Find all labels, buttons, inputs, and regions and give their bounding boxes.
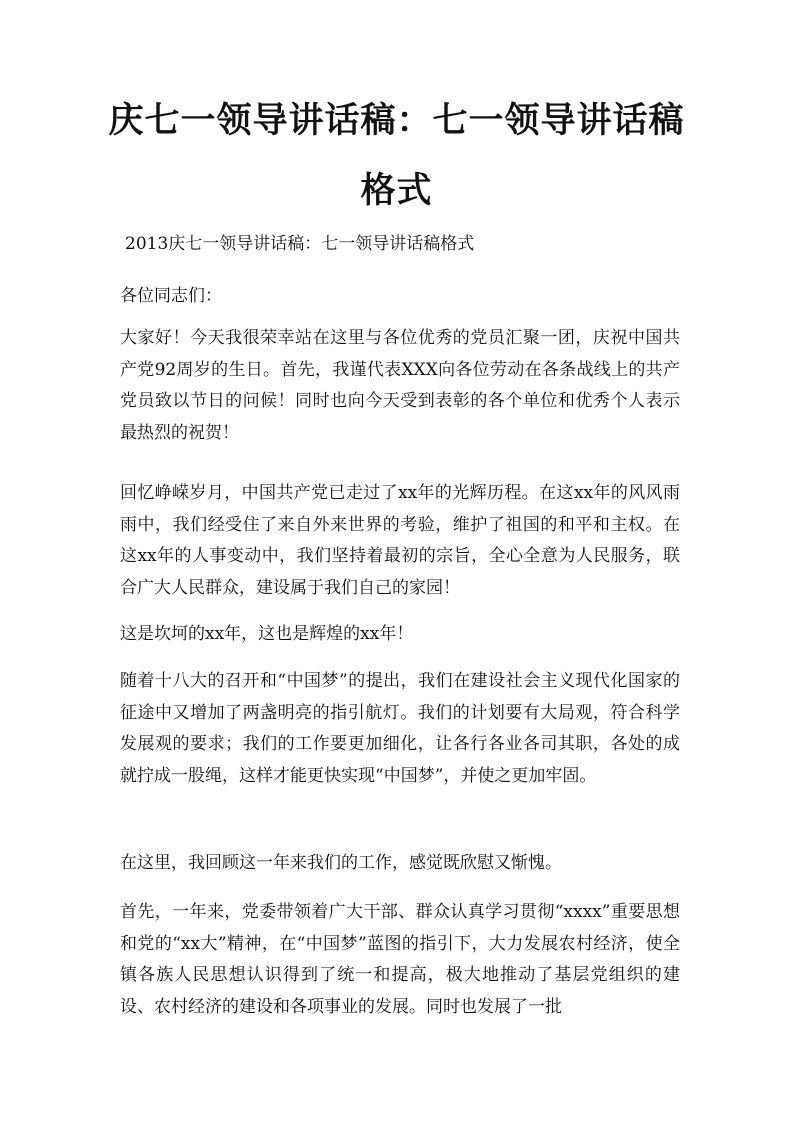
paragraph: 随着十八大的召开和“中国梦”的提出，我们在建设社会主义现代化国家的征途中又增加了两盏明亮的指引航灯。我们的计划要有大局观，符合科学发展观的要求；我们的工作要更加细化，让各行各业各司其职，各处的成就拧成一股绳，这样才能更快实现“中国梦”，并使之更加牢固。	[120, 671, 680, 786]
salutation: 各位同志们：	[120, 286, 222, 306]
paragraph: 大家好！今天我很荣幸站在这里与各位优秀的党员汇聚一团，庆祝中国共产党92周岁的生日。首先，我谨代表XXX向各位劳动在各条战线上的共产党员致以节日的问候！同时也向今天受到表彰的各个单位和优秀个人表示最热烈的祝贺！	[120, 328, 680, 443]
paragraph: 这是坎坷的xx年，这也是辉煌的xx年！	[120, 624, 414, 644]
paragraph: 首先，一年来，党委带领着广大干部、群众认真学习贯彻“xxxx”重要思想和党的“xx大”精神，在“中国梦”蓝图的指引下，大力发展农村经济，使全镇各族人民思想认识得到了统一和提高，极大地推动了基层党组织的建设、农村经济的建设和各项事业的发展。同时也发展了一批	[120, 902, 680, 1017]
paragraph: 回忆峥嵘岁月，中国共产党已走过了xx年的光辉历程。在这xx年的风风雨雨中，我们经受住了来自外来世界的考验，维护了祖国的和平和主权。在这xx年的人事变动中，我们坚持着最初的宗旨，全心全意为人民服务，联合广大人民群众，建设属于我们自己的家园！	[120, 483, 680, 598]
document-title: 庆七一领导讲话稿：七一领导讲话稿格式	[108, 100, 685, 211]
document-subtitle: 2013庆七一领导讲话稿：七一领导讲话稿格式	[125, 234, 475, 254]
paragraph: 在这里，我回顾这一年来我们的工作，感觉既欣慰又惭愧。	[120, 853, 562, 873]
